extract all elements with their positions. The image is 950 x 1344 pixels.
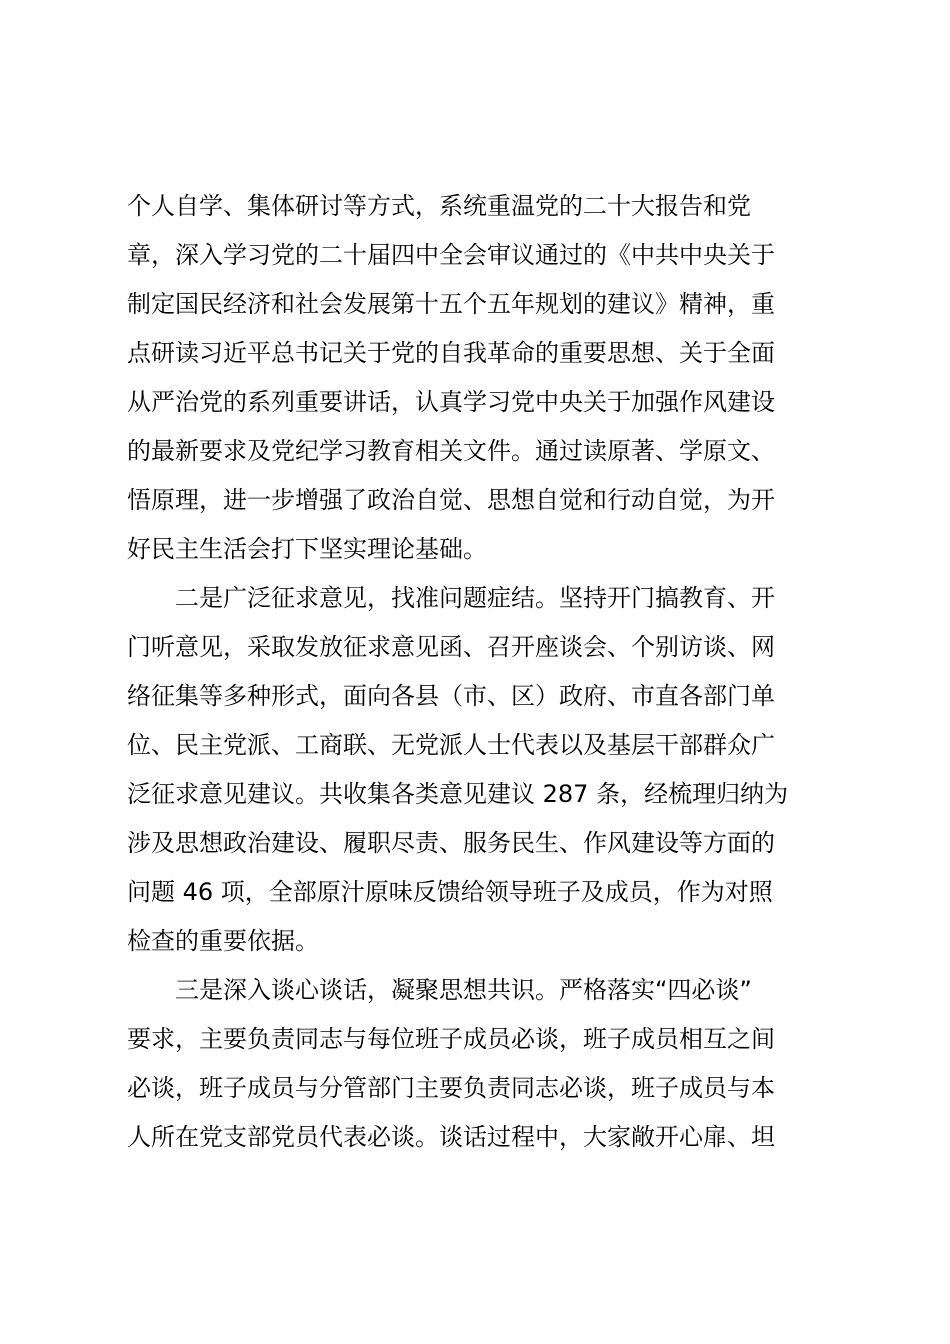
text-line: 悟原理，进一步增强了政治自觉、思想自觉和行动自觉，为开: [127, 486, 775, 514]
text-line: 好民主生活会打下坚实理论基础。: [127, 535, 487, 563]
document-page: [127, 182, 831, 1162]
text-line: 门听意见，采取发放征求意见函、召开座谈会、个别访谈、网: [127, 633, 775, 661]
text-line: 必谈，班子成员与分管部门主要负责同志必谈，班子成员与本: [127, 1074, 775, 1102]
paragraph-heart-to-heart-talks: [127, 966, 831, 1162]
text-line: 个人自学、集体研讨等方式，系统重温党的二十大报告和党: [127, 192, 751, 220]
text-line: 位、民主党派、工商联、无党派人士代表以及基层干部群众广: [127, 731, 775, 759]
text-line: 章，深入学习党的二十届四中全会审议通过的《中共中央关于: [127, 241, 775, 269]
text-line: 问题 46 项，全部原汁原味反馈给领导班子及成员，作为对照: [127, 878, 773, 906]
text-line: 点研读习近平总书记关于党的自我革命的重要思想、关于全面: [127, 339, 775, 367]
text-line: 的最新要求及党纪学习教育相关文件。通过读原著、学原文、: [127, 437, 775, 465]
text-line: 人所在党支部党员代表必谈。谈话过程中，大家敞开心扉、坦: [127, 1123, 775, 1151]
text-line: 泛征求意见建议。共收集各类意见建议 287 条，经梳理归纳为: [127, 780, 789, 808]
text-line: 络征集等多种形式，面向各县（市、区）政府、市直各部门单: [127, 682, 775, 710]
text-line: 检查的重要依据。: [127, 927, 319, 955]
paragraph-study-continued: [127, 182, 831, 574]
text-line: 制定国民经济和社会发展第十五个五年规划的建议》精神，重: [127, 290, 775, 318]
paragraph-solicit-opinions: [127, 574, 831, 966]
text-line-first: 二是广泛征求意见，找准问题症结。坚持开门搞教育、开: [175, 584, 775, 612]
text-line: 涉及思想政治建设、履职尽责、服务民生、作风建设等方面的: [127, 829, 775, 857]
text-line: 要求，主要负责同志与每位班子成员必谈，班子成员相互之间: [127, 1025, 775, 1053]
text-line: 从严治党的系列重要讲话，认真学习党中央关于加强作风建设: [127, 388, 775, 416]
text-line-first: 三是深入谈心谈话，凝聚思想共识。严格落实“四必谈”: [175, 976, 752, 1004]
